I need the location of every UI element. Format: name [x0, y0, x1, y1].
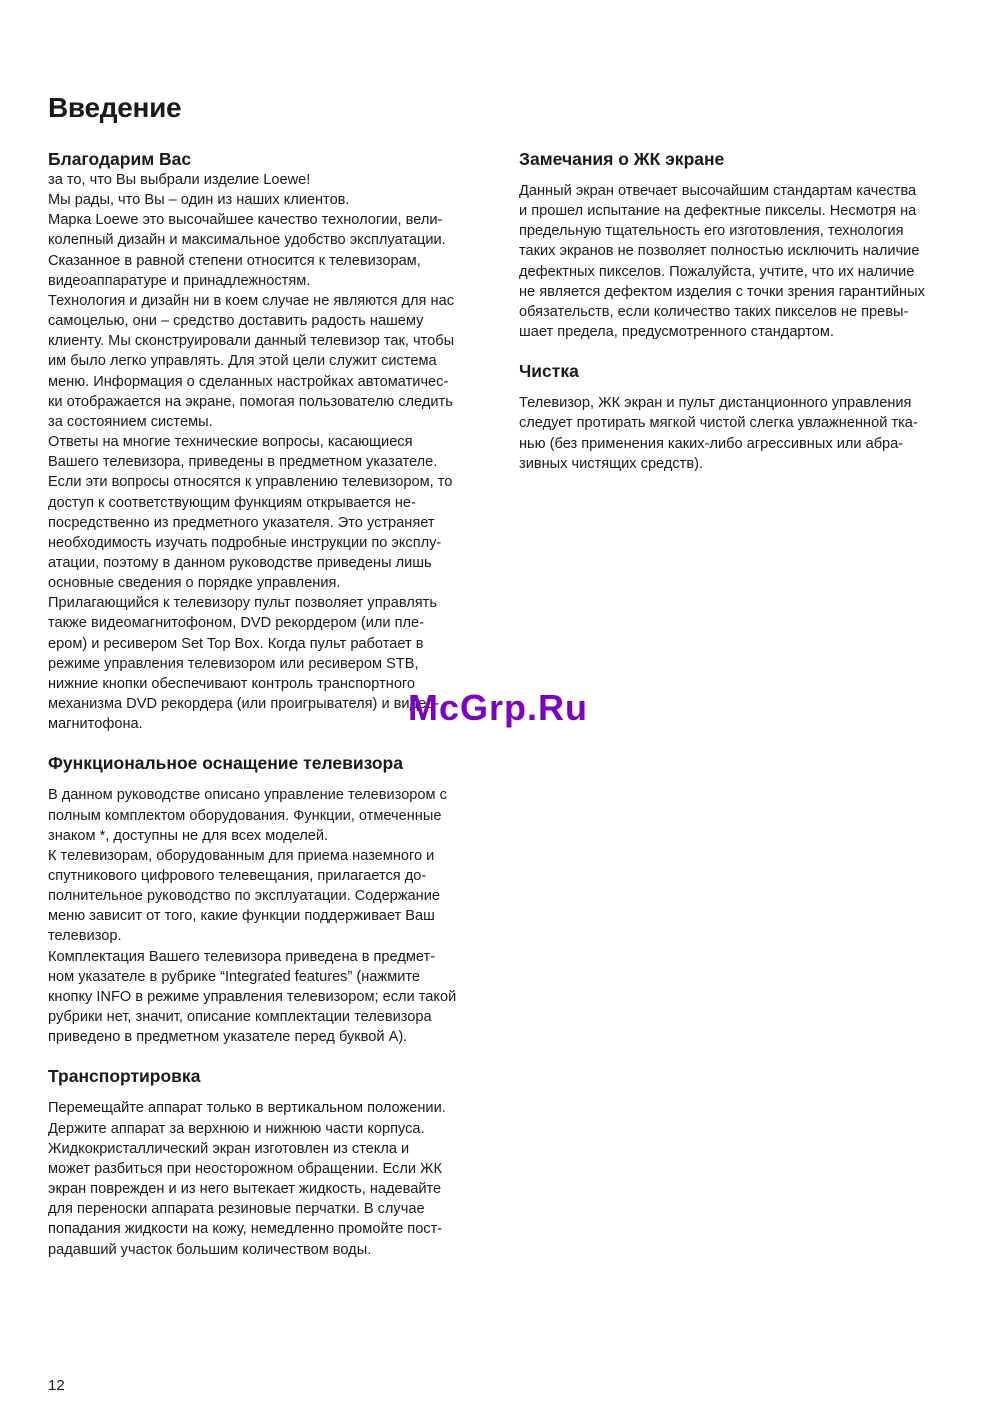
text-line: Прилагающийся к телевизору пульт позволяет управлять — [48, 595, 437, 612]
text-line: нижние кнопки обеспечивают контроль транспортного — [48, 675, 416, 692]
section-thanks — [48, 148, 488, 734]
text-line: телевизор. — [48, 928, 122, 945]
text-line: зивных чистящих средств). — [519, 455, 704, 472]
text-line: шает предела, предусмотренного стандартом. — [519, 324, 834, 341]
text-line: обязательств, если количество таких пикселов не превы- — [519, 303, 909, 320]
text-line: видеоаппаратуре и принадлежностям. — [48, 272, 311, 289]
text-line: следует протирать мягкой чистой слегка увлажненной тка- — [519, 415, 918, 432]
text-line: основные сведения о порядке управления. — [48, 575, 341, 592]
text-line: меню зависит от того, какие функции поддерживает Ваш — [48, 908, 435, 925]
text-line: ером) и ресивером Set Top Box. Когда пульт работает в — [48, 635, 424, 652]
text-line: магнитофона. — [48, 716, 143, 733]
text-line: радавший участок большим количеством воды. — [48, 1241, 372, 1258]
text-line: Мы рады, что Вы – один из наших клиентов. — [48, 192, 350, 209]
text-line: К телевизорам, оборудованным для приема наземного и — [48, 847, 435, 864]
text-line: Держите аппарат за верхнюю и нижнюю части корпуса. — [48, 1120, 425, 1137]
text-line: самоцелью, они – средство доставить радость нашему — [48, 313, 424, 330]
text-line: и прошел испытание на дефектные пикселы. Несмотря на — [519, 203, 917, 220]
right-column — [519, 148, 959, 474]
section-body-cleaning — [519, 393, 959, 474]
text-line: не является дефектом изделия с точки зрения гарантийных — [519, 283, 925, 300]
text-line: Телевизор, ЖК экран и пульт дистанционного управления — [519, 395, 912, 412]
text-line: Марка Loewe это высочайшее качество технологии, вели- — [48, 212, 443, 229]
text-line: попадания жидкости на кожу, немедленно промойте пост- — [48, 1221, 443, 1238]
section-transport — [48, 1065, 488, 1259]
section-cleaning — [519, 360, 959, 474]
text-line: клиенту. Мы сконструировали данный телевизор так, чтобы — [48, 333, 455, 350]
text-line: спутникового цифрового телевещания, прилагается до- — [48, 868, 427, 884]
text-line: экран поврежден и из него вытекает жидкость, надевайте — [48, 1181, 442, 1198]
text-line: кнопку INFO в режиме управления телевизором; если такой — [48, 988, 457, 1005]
text-line: Комплектация Вашего телевизора приведена в предмет- — [48, 948, 436, 965]
text-line: таких экранов не позволяет полностью исключить наличие — [519, 243, 920, 260]
text-line: Технология и дизайн ни в коем случае не являются для нас — [48, 292, 454, 309]
page-title: Введение — [48, 92, 182, 123]
section-body-transport — [48, 1098, 488, 1259]
text-line: механизма DVD рекордера (или проигрывателя) и видео- — [48, 696, 440, 713]
text-line: полнительное руководство по эксплуатации. Содержание — [48, 888, 441, 905]
section-features — [48, 752, 488, 1047]
page-number: 12 — [48, 1377, 65, 1394]
text-line: за то, что Вы выбрали изделие Loewe! — [48, 172, 311, 188]
text-line: за состоянием системы. — [48, 413, 213, 430]
text-line: Если эти вопросы относятся к управлению телевизором, то — [48, 474, 453, 491]
text-line: ки отображается на экране, помогая пользователю следить — [48, 393, 453, 410]
section-heading-lcd-notes: Замечания о ЖК экране — [519, 149, 725, 169]
text-line: Жидкокристаллический экран изготовлен из стекла и — [48, 1140, 410, 1157]
text-line: посредственно из предметного указателя. Это устраняет — [48, 514, 435, 531]
text-line: Данный экран отвечает высочайшим стандартам качества — [519, 183, 917, 199]
text-line: для переноски аппарата резиновые перчатки. В случае — [48, 1201, 425, 1218]
section-body-thanks — [48, 170, 488, 734]
text-line: В данном руководстве описано управление телевизором с — [48, 787, 447, 804]
section-body-lcd-notes — [519, 181, 959, 342]
text-line: также видеомагнитофоном, DVD рекордером (или пле- — [48, 615, 424, 632]
text-line: полным комплектом оборудования. Функции, отмеченные — [48, 807, 442, 824]
text-line: необходимость изучать подробные инструкции по эксплу- — [48, 534, 442, 551]
text-line: Вашего телевизора, приведены в предметном указателе. — [48, 454, 438, 471]
section-heading-thanks: Благодарим Вас — [48, 149, 192, 169]
text-line: меню. Информация о сделанных настройках автоматичес- — [48, 373, 449, 390]
text-line: им было легко управлять. Для этой цели служит система — [48, 353, 437, 370]
text-line: предельную тщательность его изготовления, технология — [519, 223, 904, 240]
section-heading-cleaning: Чистка — [519, 361, 579, 382]
text-line: колепный дизайн и максимальное удобство эксплуатации. — [48, 232, 446, 249]
section-body-features — [48, 785, 488, 1047]
text-line: нью (без применения каких-либо агрессивных или абра- — [519, 435, 904, 452]
text-line: атации, поэтому в данном руководстве приведены лишь — [48, 554, 432, 571]
text-line: Перемещайте аппарат только в вертикальном положении. — [48, 1100, 446, 1117]
watermark: McGrp.Ru — [408, 687, 589, 728]
section-heading-transport: Транспортировка — [48, 1066, 201, 1087]
text-line: может разбиться при неосторожном обращении. Если ЖК — [48, 1160, 443, 1177]
section-lcd-notes — [519, 148, 959, 342]
text-line: дефектных пикселов. Пожалуйста, учтите, что их наличие — [519, 263, 915, 280]
text-line: знаком *, доступны не для всех моделей. — [48, 827, 329, 844]
text-line: режиме управления телевизором или ресивером STB, — [48, 655, 419, 672]
text-line: Ответы на многие технические вопросы, касающиеся — [48, 434, 413, 451]
section-heading-features: Функциональное оснащение телевизора — [48, 753, 403, 774]
text-line: доступ к соответствующим функциям открывается не- — [48, 494, 416, 511]
text-line: рубрики нет, значит, описание комплектации телевизора — [48, 1009, 432, 1026]
text-line: Сказанное в равной степени относится к телевизорам, — [48, 252, 421, 269]
text-line: приведено в предметном указателе перед буквой А). — [48, 1029, 408, 1046]
text-line: ном указателе в рубрике “Integrated features” (нажмите — [48, 968, 421, 985]
